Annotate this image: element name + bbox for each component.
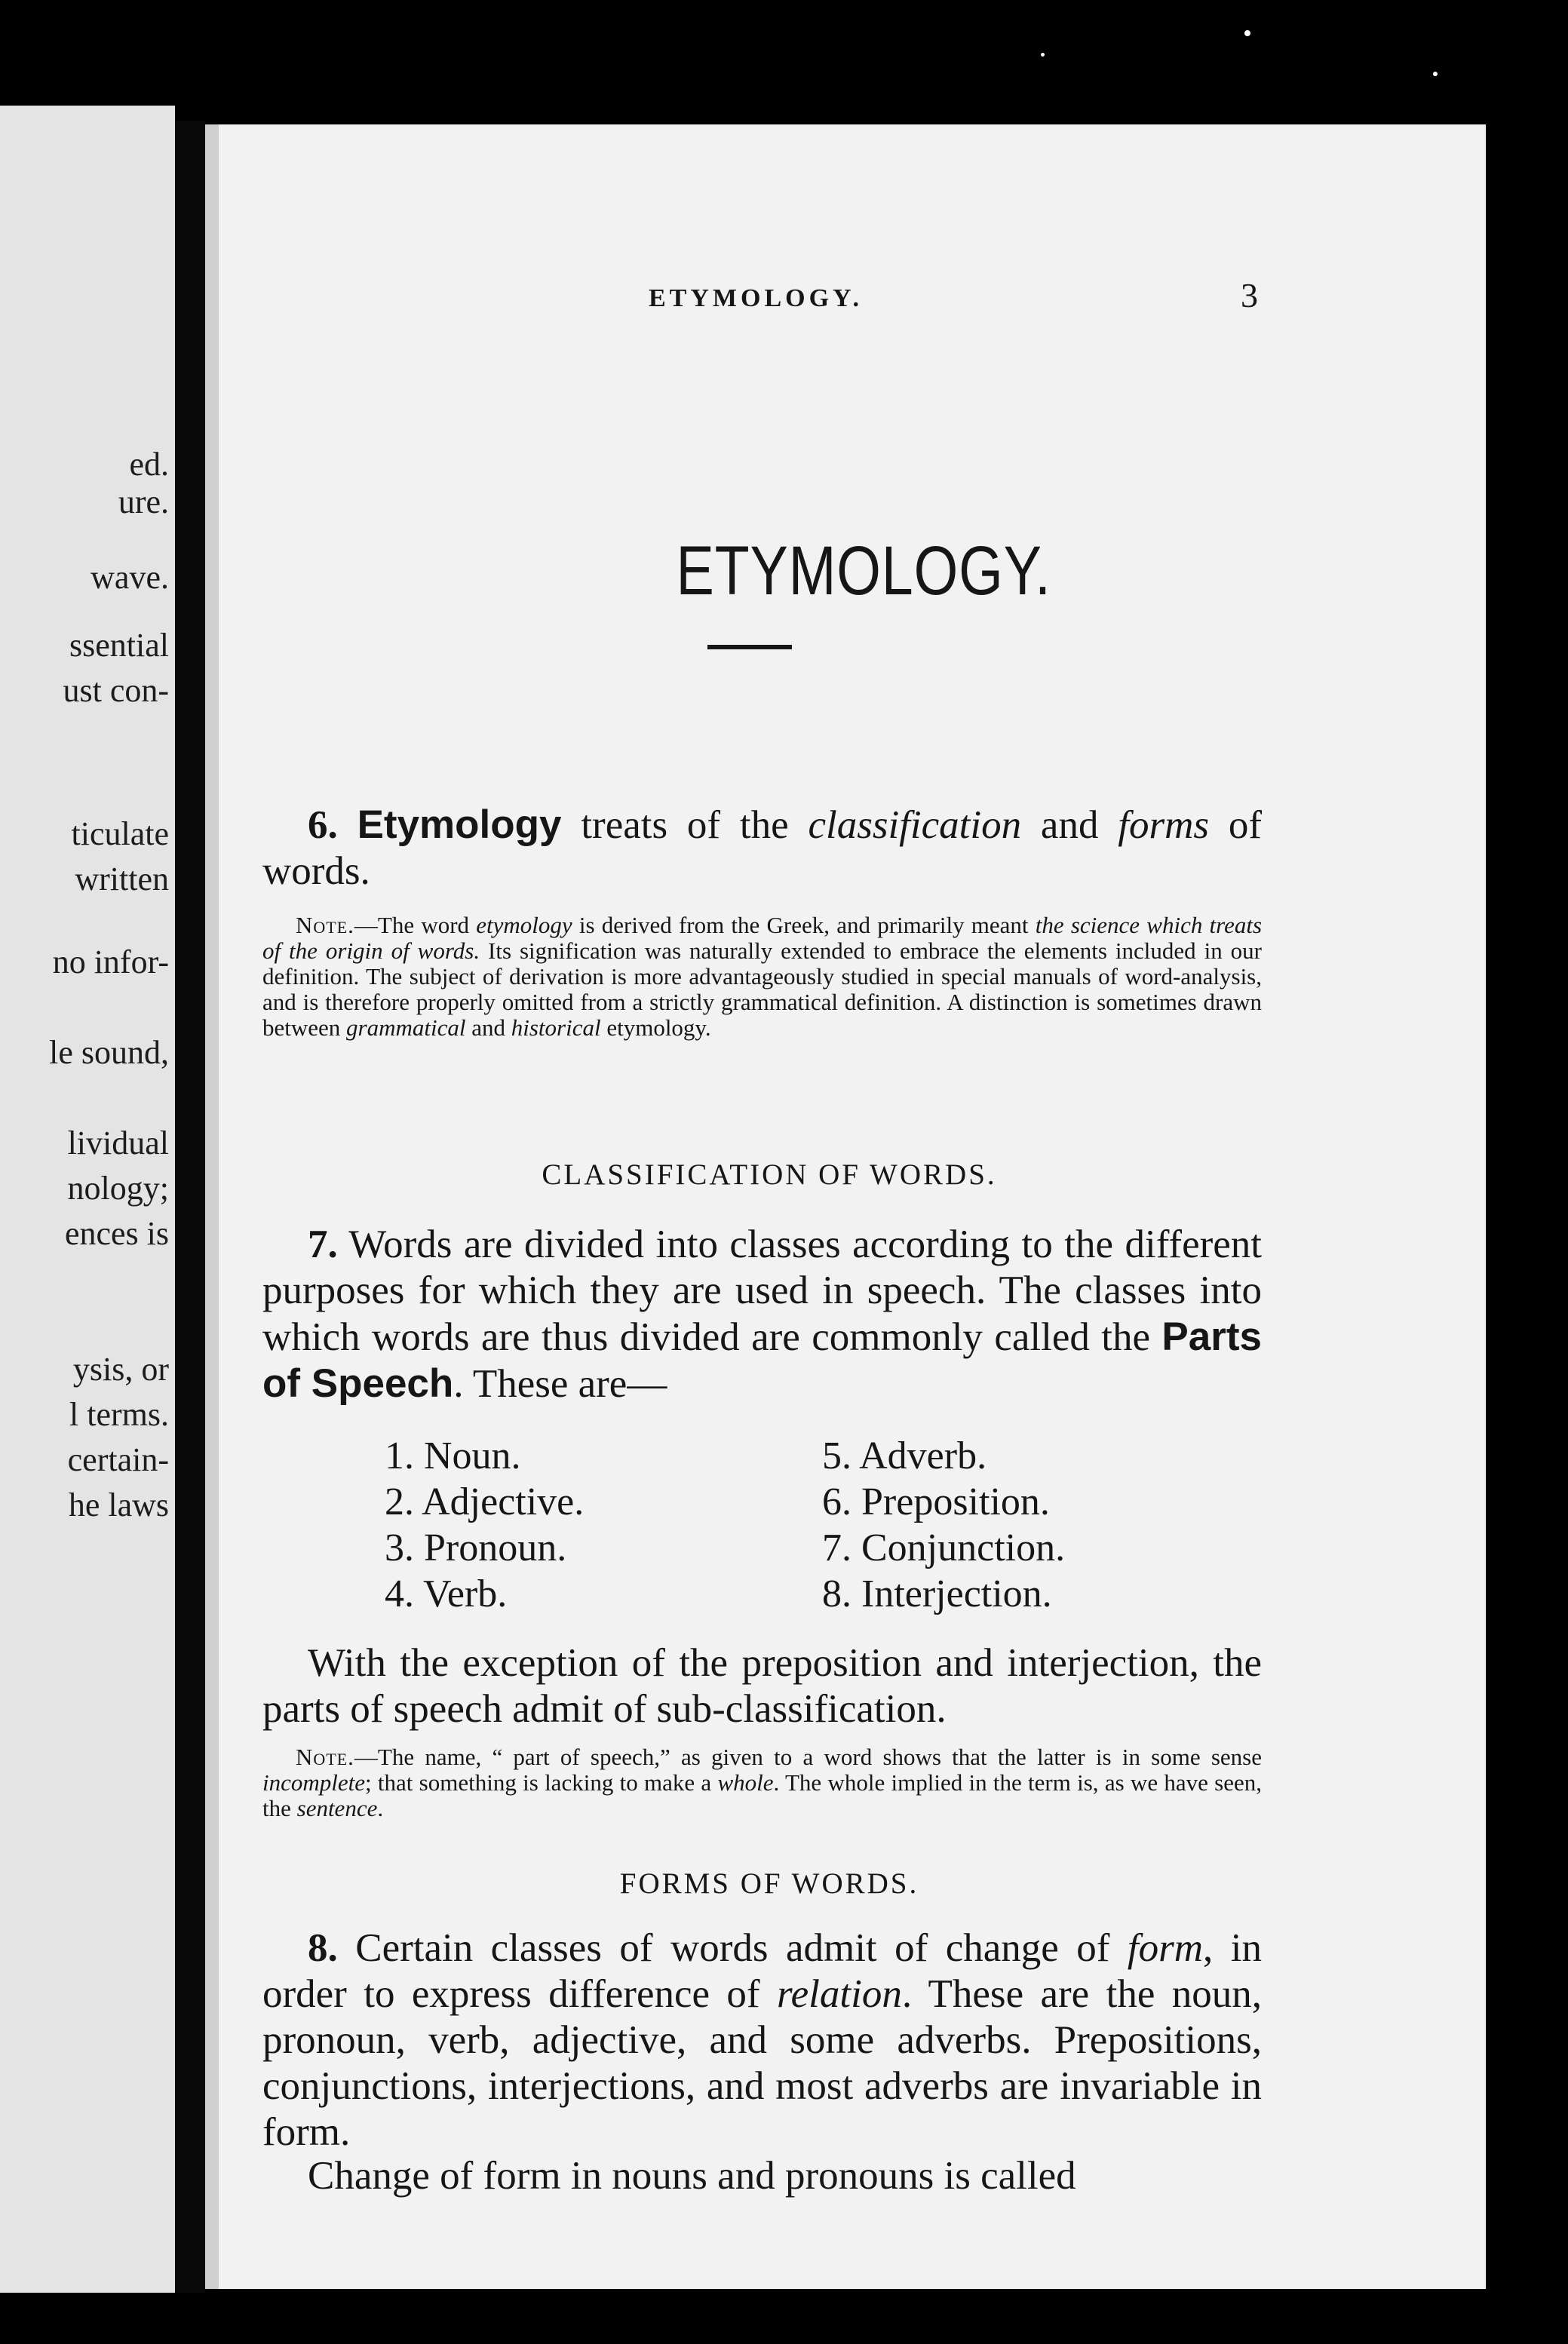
emphasis: incomplete — [262, 1769, 366, 1796]
page-number: 3 — [1241, 276, 1258, 314]
text-run: . These are— — [453, 1362, 667, 1406]
part-of-speech-item: 6. Preposition. — [822, 1480, 1050, 1523]
note-etymology — [262, 913, 1262, 1041]
emphasis: historical — [511, 1014, 601, 1041]
text-run: . — [377, 1795, 384, 1821]
film-speck — [1433, 72, 1438, 76]
section-7-paragraph — [262, 1222, 1262, 1407]
heading-forms: FORMS OF WORDS. — [619, 1867, 919, 1900]
chapter-title: ETYMOLOGY. — [676, 532, 1051, 609]
left-page-fragment: no infor- — [52, 943, 169, 980]
left-page-fragment: ences is — [64, 1215, 169, 1252]
left-page-fragment: written — [75, 861, 169, 897]
title-rule — [707, 645, 792, 649]
emphasis: form — [1127, 1926, 1204, 1970]
left-page-fragment: le sound, — [49, 1034, 169, 1071]
text-run: Certain classes of words admit of change of — [337, 1926, 1128, 1970]
text-run: ; that something is lacking to make a — [365, 1769, 718, 1796]
section-number: 7. — [308, 1223, 338, 1266]
part-of-speech-item: 3. Pronoun. — [385, 1526, 567, 1569]
text-run: —The name, “ part of speech,” as given to a word shows that the latter is in some sense — [354, 1744, 1262, 1770]
emphasis: forms — [1118, 803, 1210, 847]
left-page-fragment: wave. — [91, 559, 169, 596]
emphasis: whole — [717, 1769, 774, 1796]
left-page-fragment: ure. — [118, 483, 169, 520]
text-run: , in order to express difference of — [262, 1926, 1262, 2016]
term-etymology: Etymology — [357, 802, 562, 847]
film-speck — [1244, 30, 1250, 36]
section-number: 6. — [308, 803, 338, 847]
left-facing-page — [0, 106, 175, 2293]
page-gutter — [175, 121, 205, 2293]
left-page-fragment: ysis, or — [72, 1351, 169, 1388]
text-run: etymology. — [600, 1014, 711, 1041]
emphasis: classification — [808, 803, 1022, 847]
heading-classification: CLASSIFICATION OF WORDS. — [542, 1158, 997, 1191]
part-of-speech-item: 7. Conjunction. — [822, 1526, 1066, 1569]
left-page-fragment: ssential — [69, 627, 169, 664]
left-page-fragment: ed. — [129, 446, 169, 483]
running-head: ETYMOLOGY. — [649, 284, 863, 312]
section-number: 8. — [308, 1926, 338, 1970]
text-run: —The word — [354, 912, 477, 938]
note-part-of-speech — [262, 1744, 1262, 1821]
film-speck — [1041, 53, 1045, 57]
left-page-fragment: nology; — [67, 1170, 169, 1207]
left-page-fragment: certain- — [67, 1441, 169, 1478]
emphasis: relation — [776, 1972, 902, 2016]
text-run: is derived from the Greek, and primarily meant — [572, 912, 1036, 938]
text-run: and — [1021, 803, 1118, 847]
text-run: Words are divided into classes according to the different purposes for which they are used in speech. The classes into which words are thus divided are commonly called the — [262, 1223, 1262, 1359]
section-7-follow-paragraph: With the exception of the preposition and interjection, the parts of speech admit of sub-classification. — [262, 1641, 1262, 1731]
text-run: and — [465, 1014, 511, 1041]
term-parts-of-speech: Parts of Speech — [262, 1315, 1262, 1406]
part-of-speech-item: 2. Adjective. — [385, 1480, 585, 1523]
note-label: Note. — [296, 912, 354, 938]
text-run: . The whole implied in the term is, as we have seen, the — [262, 1769, 1262, 1821]
note-label: Note. — [296, 1744, 354, 1770]
text-run: of words. — [262, 803, 1263, 893]
part-of-speech-item: 5. Adverb. — [822, 1434, 987, 1477]
text-run: . These are the noun, pronoun, verb, adjective, and some adverbs. Prepositions, conjunctions, interjections, and most adverbs are invariable in form. — [262, 1972, 1262, 2154]
left-page-fragment: ticulate — [71, 815, 169, 852]
section-6-paragraph — [262, 802, 1262, 894]
part-of-speech-item: 4. Verb. — [385, 1572, 508, 1615]
parts-of-speech-column-2 — [822, 1433, 1065, 1617]
section-8-follow-paragraph: Change of form in nouns and pronouns is called — [308, 2154, 1076, 2198]
emphasis: etymology — [476, 912, 572, 938]
parts-of-speech-column-1 — [385, 1433, 584, 1617]
left-page-fragment: lividual — [67, 1124, 169, 1161]
emphasis: grammatical — [346, 1014, 466, 1041]
left-page-fragment: ust con- — [63, 672, 169, 709]
text-run: Its signification was naturally extended to embrace the elements included in our definition. The subject of derivation is more advantageously studied in special manuals of word-analysis, and is therefore properly omitted from a strictly grammatical definition. A distinction is sometimes drawn between — [262, 937, 1262, 1041]
left-page-fragment: he laws — [68, 1486, 169, 1523]
left-page-fragment: l terms. — [69, 1396, 169, 1433]
section-8-paragraph — [262, 1925, 1262, 2155]
emphasis: sentence — [296, 1795, 378, 1821]
book-page — [205, 124, 1486, 2289]
emphasis: the science which treats of the origin of words. — [262, 912, 1263, 964]
part-of-speech-item: 8. Interjection. — [822, 1572, 1052, 1615]
part-of-speech-item: 1. Noun. — [385, 1434, 521, 1477]
text-run: treats of the — [561, 803, 809, 847]
